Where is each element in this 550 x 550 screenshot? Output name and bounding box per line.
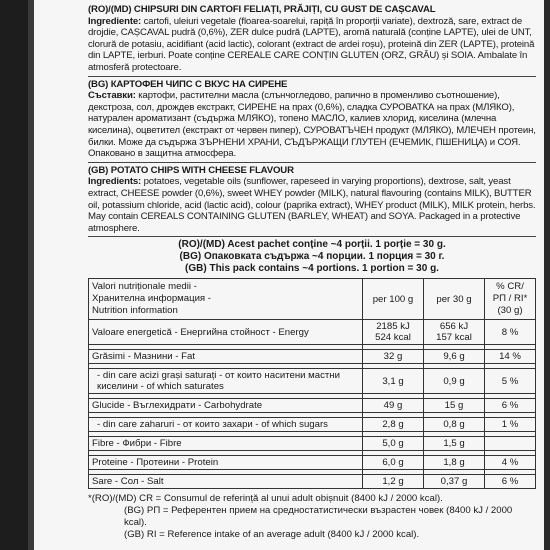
gb-section <box>88 165 536 235</box>
ro-ingredients-label: Ingrediente: <box>88 15 142 27</box>
nutrient-label: - din care zaharuri - от които захари - of which sugars <box>89 418 363 432</box>
nutrient-label: Grăsimi - Мазнини - Fat <box>89 350 363 364</box>
value-per-100g: 32 g <box>363 350 424 364</box>
portion-line-gb: (GB) This pack contains ~4 portions. 1 portion = 30 g. <box>185 263 439 275</box>
gb-ingredients <box>88 176 536 234</box>
value-ri: 8 % <box>485 320 536 345</box>
nutrition-row <box>89 399 536 413</box>
nutrient-label: Valoare energetică - Енергийна стойност - Energy <box>89 320 363 345</box>
divider <box>88 162 536 163</box>
footnote-bg: (BG) РП = Референтен прием на средностатистически възрастен човек (8400 kJ / 2000 kcal). <box>124 505 513 528</box>
value-per-30g: 9,6 g <box>424 350 485 364</box>
ro-title: (RO)/(MD) CHIPSURI DIN CARTOFI FELIAȚI, PRĂJIȚI, CU GUST DE CAȘCAVAL <box>88 4 436 15</box>
package-edge-strip <box>0 0 28 550</box>
header-label-ro: Valori nutriționale medii - <box>92 281 197 293</box>
gb-ingredients-text: potatoes, vegetable oils (sunflower, rapeseed in varying proportions), dextrose, salt, yeast extract, CHEESE powder (0,6%), sweet WHEY powder (MILK), natural flavouring (contains MILK), BUTTER oil, potassium chloride, acid (lactic acid), colour (paprika extract), WHEY product (MILK), MILK protein, herbs. May contain CEREALS CONTAINING GLUTEN (BARLEY, WHEAT) and SOYA. Packaged in a protective atmosphere. <box>88 176 536 234</box>
bg-ingredients <box>88 90 536 160</box>
portion-info <box>88 239 536 275</box>
value-per-30g: 15 g <box>424 399 485 413</box>
value-ri: 1 % <box>485 418 536 432</box>
header-ri-line1: % CR/ <box>496 281 524 293</box>
nutrient-label: Proteine - Протеини - Protein <box>89 456 363 470</box>
portion-line-ro: (RO)/(MD) Acest pachet conține ~4 porții. 1 porție = 30 g. <box>178 239 446 251</box>
package-edge-strip-right <box>544 0 550 550</box>
ro-ingredients <box>88 16 536 74</box>
value-ri: 14 % <box>485 350 536 364</box>
nutrient-label: Sare - Сол - Salt <box>89 475 363 489</box>
nutrient-label: Fibre - Фибри - Fibre <box>89 437 363 451</box>
value-per-30g: 0,8 g <box>424 418 485 432</box>
footnote-ro: *(RO)/(MD) CR = Consumul de referință al unui adult obișnuit (8400 kJ / 2000 kcal). <box>88 493 443 505</box>
nutrition-row <box>89 418 536 432</box>
divider <box>88 236 536 237</box>
nutrition-header-row <box>89 279 536 320</box>
value-ri: 6 % <box>485 475 536 489</box>
value-per-100g: 1,2 g <box>363 475 424 489</box>
value-per-30g: 1,5 g <box>424 437 485 451</box>
value-per-100g: 6,0 g <box>363 456 424 470</box>
value-per-30g: 0,37 g <box>424 475 485 489</box>
header-ri-line3: (30 g) <box>497 305 523 317</box>
value-per-100g: 2185 kJ 524 kcal <box>363 320 424 345</box>
nutrient-label: Glucide - Въглехидрати - Carbohydrate <box>89 399 363 413</box>
ro-ingredients-text: cartofi, uleiuri vegetale (floarea-soarelui, rapiță în proporții variate), dextroză, sare, extract de drojdie, CAȘCAVAL pudră (0,6%), ZER dulce pudră (LAPTE), aromă naturală (conține LAPTE), ulei de UNT, clorură de potasiu, acidifiant (acid lactic), colorant (extract de ardei roșu), proteină din ZER (LAPTE), proteină din LAPTE, ierburi. Poate conține CEREALE CARE CONȚIN GLUTEN (ORZ, GRÂU) și SOIA. Ambalate în atmosferă protectoare. <box>88 15 535 73</box>
value-per-100g: 3,1 g <box>363 369 424 394</box>
nutrition-row <box>89 437 536 451</box>
value-per-100g: 49 g <box>363 399 424 413</box>
gb-ingredients-label: Ingredients: <box>88 176 142 188</box>
nutrition-row <box>89 475 536 489</box>
nutrition-row <box>89 456 536 470</box>
value-ri: 4 % <box>485 456 536 470</box>
divider <box>88 76 536 77</box>
value-per-30g: 656 kJ 157 kcal <box>424 320 485 345</box>
value-per-100g: 5,0 g <box>363 437 424 451</box>
header-label-gb: Nutrition information <box>92 305 178 317</box>
bg-section <box>88 79 536 160</box>
nutrition-row <box>89 350 536 364</box>
header-label-bg: Хранителна информация - <box>92 293 211 305</box>
value-ri <box>485 437 536 451</box>
portion-line-bg: (BG) Опаковката съдържа ~4 порции. 1 порция = 30 г. <box>179 251 445 263</box>
header-ri-line2: РП / RI* <box>492 293 528 305</box>
nutrition-body <box>89 320 536 489</box>
header-per-30g: per 30 g <box>424 279 485 320</box>
header-ri <box>485 279 536 320</box>
value-per-30g: 1,8 g <box>424 456 485 470</box>
nutrition-table <box>88 278 536 489</box>
package-edge-strip-inner <box>28 0 34 550</box>
footnotes <box>88 493 536 540</box>
ro-section <box>88 4 536 74</box>
bg-ingredients-text: картофи, растителни масла (слънчогледово, рапично в променливо съотношение), декстроза, сол, дрождев екстракт, СИРЕНЕ на прах (0,6%), сладка СУРОВАТКА на прах (МЛЯКО), натурален ароматизант (съдържа МЛЯКО), топено МАСЛО, калиев хлорид, киселина (млечна киселина), оцветител (екстракт от червен пипер), СУРОВАТЪЧЕН продукт (МЛЯКО), МЛЕЧЕН протеин, билки. Може да съдържа ЗЪРНЕНИ ХРАНИ, СЪДЪРЖАЩИ ГЛУТЕН (ЕЧЕМИК, ПШЕНИЦА) и СОЯ. Опаковано в защитна атмосфера. <box>88 90 536 160</box>
value-ri: 6 % <box>485 399 536 413</box>
nutrition-row <box>89 369 536 394</box>
gb-title: (GB) POTATO CHIPS WITH CHEESE FLAVOUR <box>88 164 294 176</box>
footnote-gb: (GB) RI = Reference intake of an average adult (8400 kJ / 2000 kcal). <box>124 528 420 540</box>
value-ri: 5 % <box>485 369 536 394</box>
header-per-100g: per 100 g <box>363 279 424 320</box>
nutrition-header-label <box>89 279 363 320</box>
bg-title: (BG) КАРТОФЕН ЧИПС С ВКУС НА СИРЕНЕ <box>88 78 288 90</box>
value-per-100g: 2,8 g <box>363 418 424 432</box>
nutrient-label: - din care acizi grași saturați - от които наситени мастни киселини - of which saturates <box>89 369 363 394</box>
bg-ingredients-label: Съставки: <box>88 90 136 102</box>
nutrition-row <box>89 320 536 345</box>
value-per-30g: 0,9 g <box>424 369 485 394</box>
